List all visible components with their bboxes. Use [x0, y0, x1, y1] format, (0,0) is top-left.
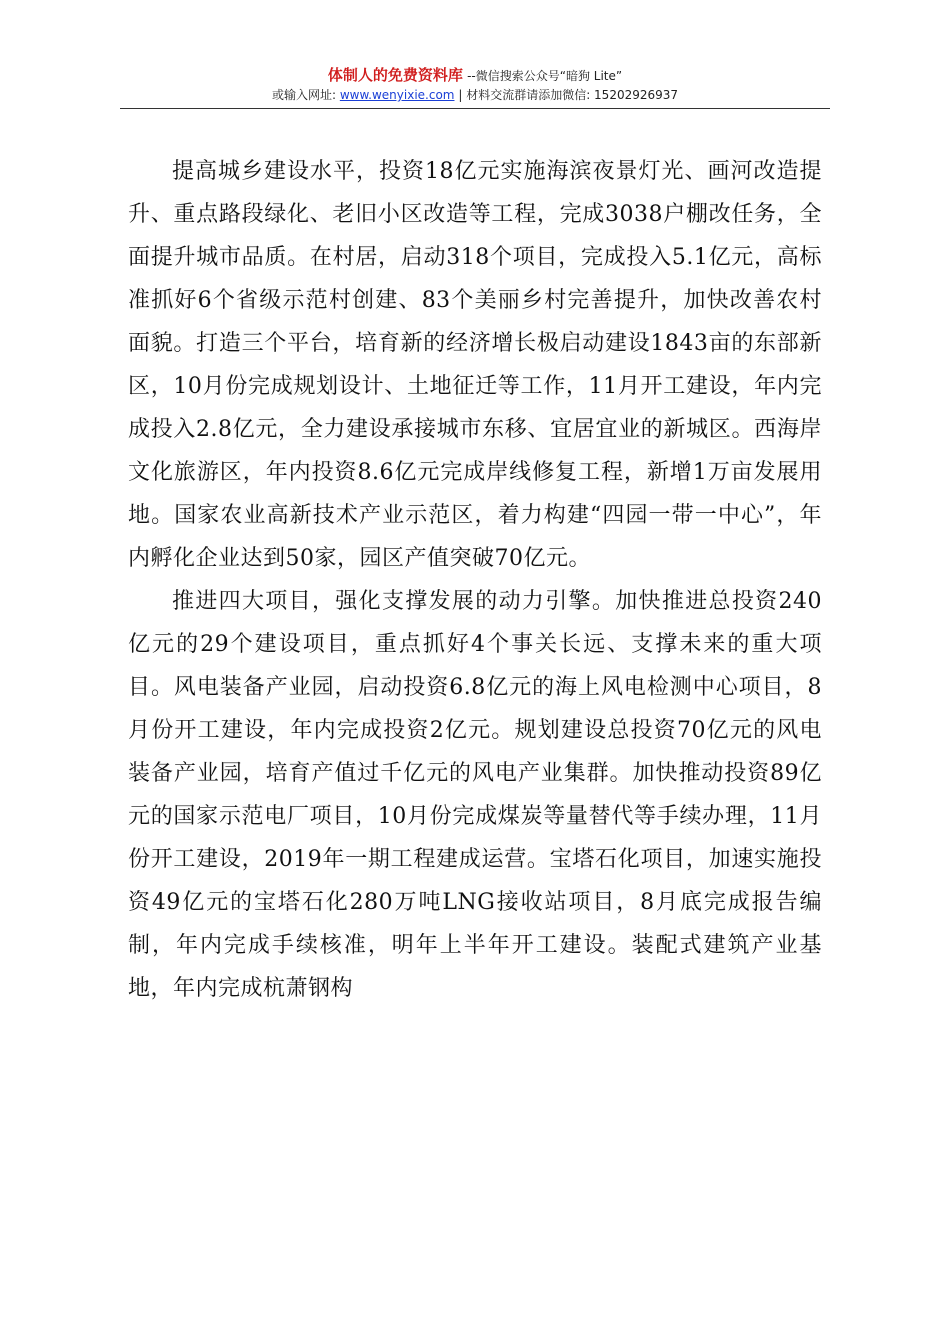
header-title-line: [120, 66, 830, 86]
url-prefix: 或输入网址:: [271, 88, 336, 102]
header-tagline: --微信搜索公众号“暗狗 Lite”: [467, 69, 623, 83]
header-info-line: [120, 86, 830, 104]
document-body: [128, 150, 822, 1010]
brand-title: 体制人的免费资料库: [327, 66, 463, 84]
paragraph-urban-rural: 提高城乡建设水平，投资18亿元实施海滨夜景灯光、画河改造提升、重点路段绿化、老旧小区改造等工程，完成3038户棚改任务，全面提升城市品质。在村居，启动318个项目，完成投入5.1亿元，高标准抓好6个省级示范村创建、83个美丽乡村完善提升，加快改善农村面貌。打造三个平台，培育新的经济增长极启动建设1843亩的东部新区，10月份完成规划设计、土地征迁等工作，11月开工建设，年内完成投入2.8亿元，全力建设承接城市东移、宜居宜业的新城区。西海岸文化旅游区，年内投资8.6亿元完成岸线修复工程，新增1万亩发展用地。国家农业高新技术产业示范区，着力构建“四园一带一中心”，年内孵化企业达到50家，园区产值突破70亿元。: [128, 159, 822, 571]
contact-info: 材料交流群请添加微信: 15202926937: [466, 88, 679, 102]
header-separator: |: [458, 88, 463, 102]
page-header: [120, 66, 830, 104]
header-divider: [120, 108, 830, 109]
website-link[interactable]: www.wenyixie.com: [339, 88, 455, 102]
paragraph-major-projects: 推进四大项目，强化支撑发展的动力引擎。加快推进总投资240亿元的29个建设项目，重点抓好4个事关长远、支撑未来的重大项目。风电装备产业园，启动投资6.8亿元的海上风电检测中心项目，8月份开工建设，年内完成投资2亿元。规划建设总投资70亿元的风电装备产业园，培育产值过千亿元的风电产业集群。加快推动投资89亿元的国家示范电厂项目，10月份完成煤炭等量替代等手续办理，11月份开工建设，2019年一期工程建成运营。宝塔石化项目，加速实施投资49亿元的宝塔石化280万吨LNG接收站项目，8月底完成报告编制，年内完成手续核准，明年上半年开工建设。装配式建筑产业基地，年内完成杭萧钢构: [128, 589, 822, 1001]
